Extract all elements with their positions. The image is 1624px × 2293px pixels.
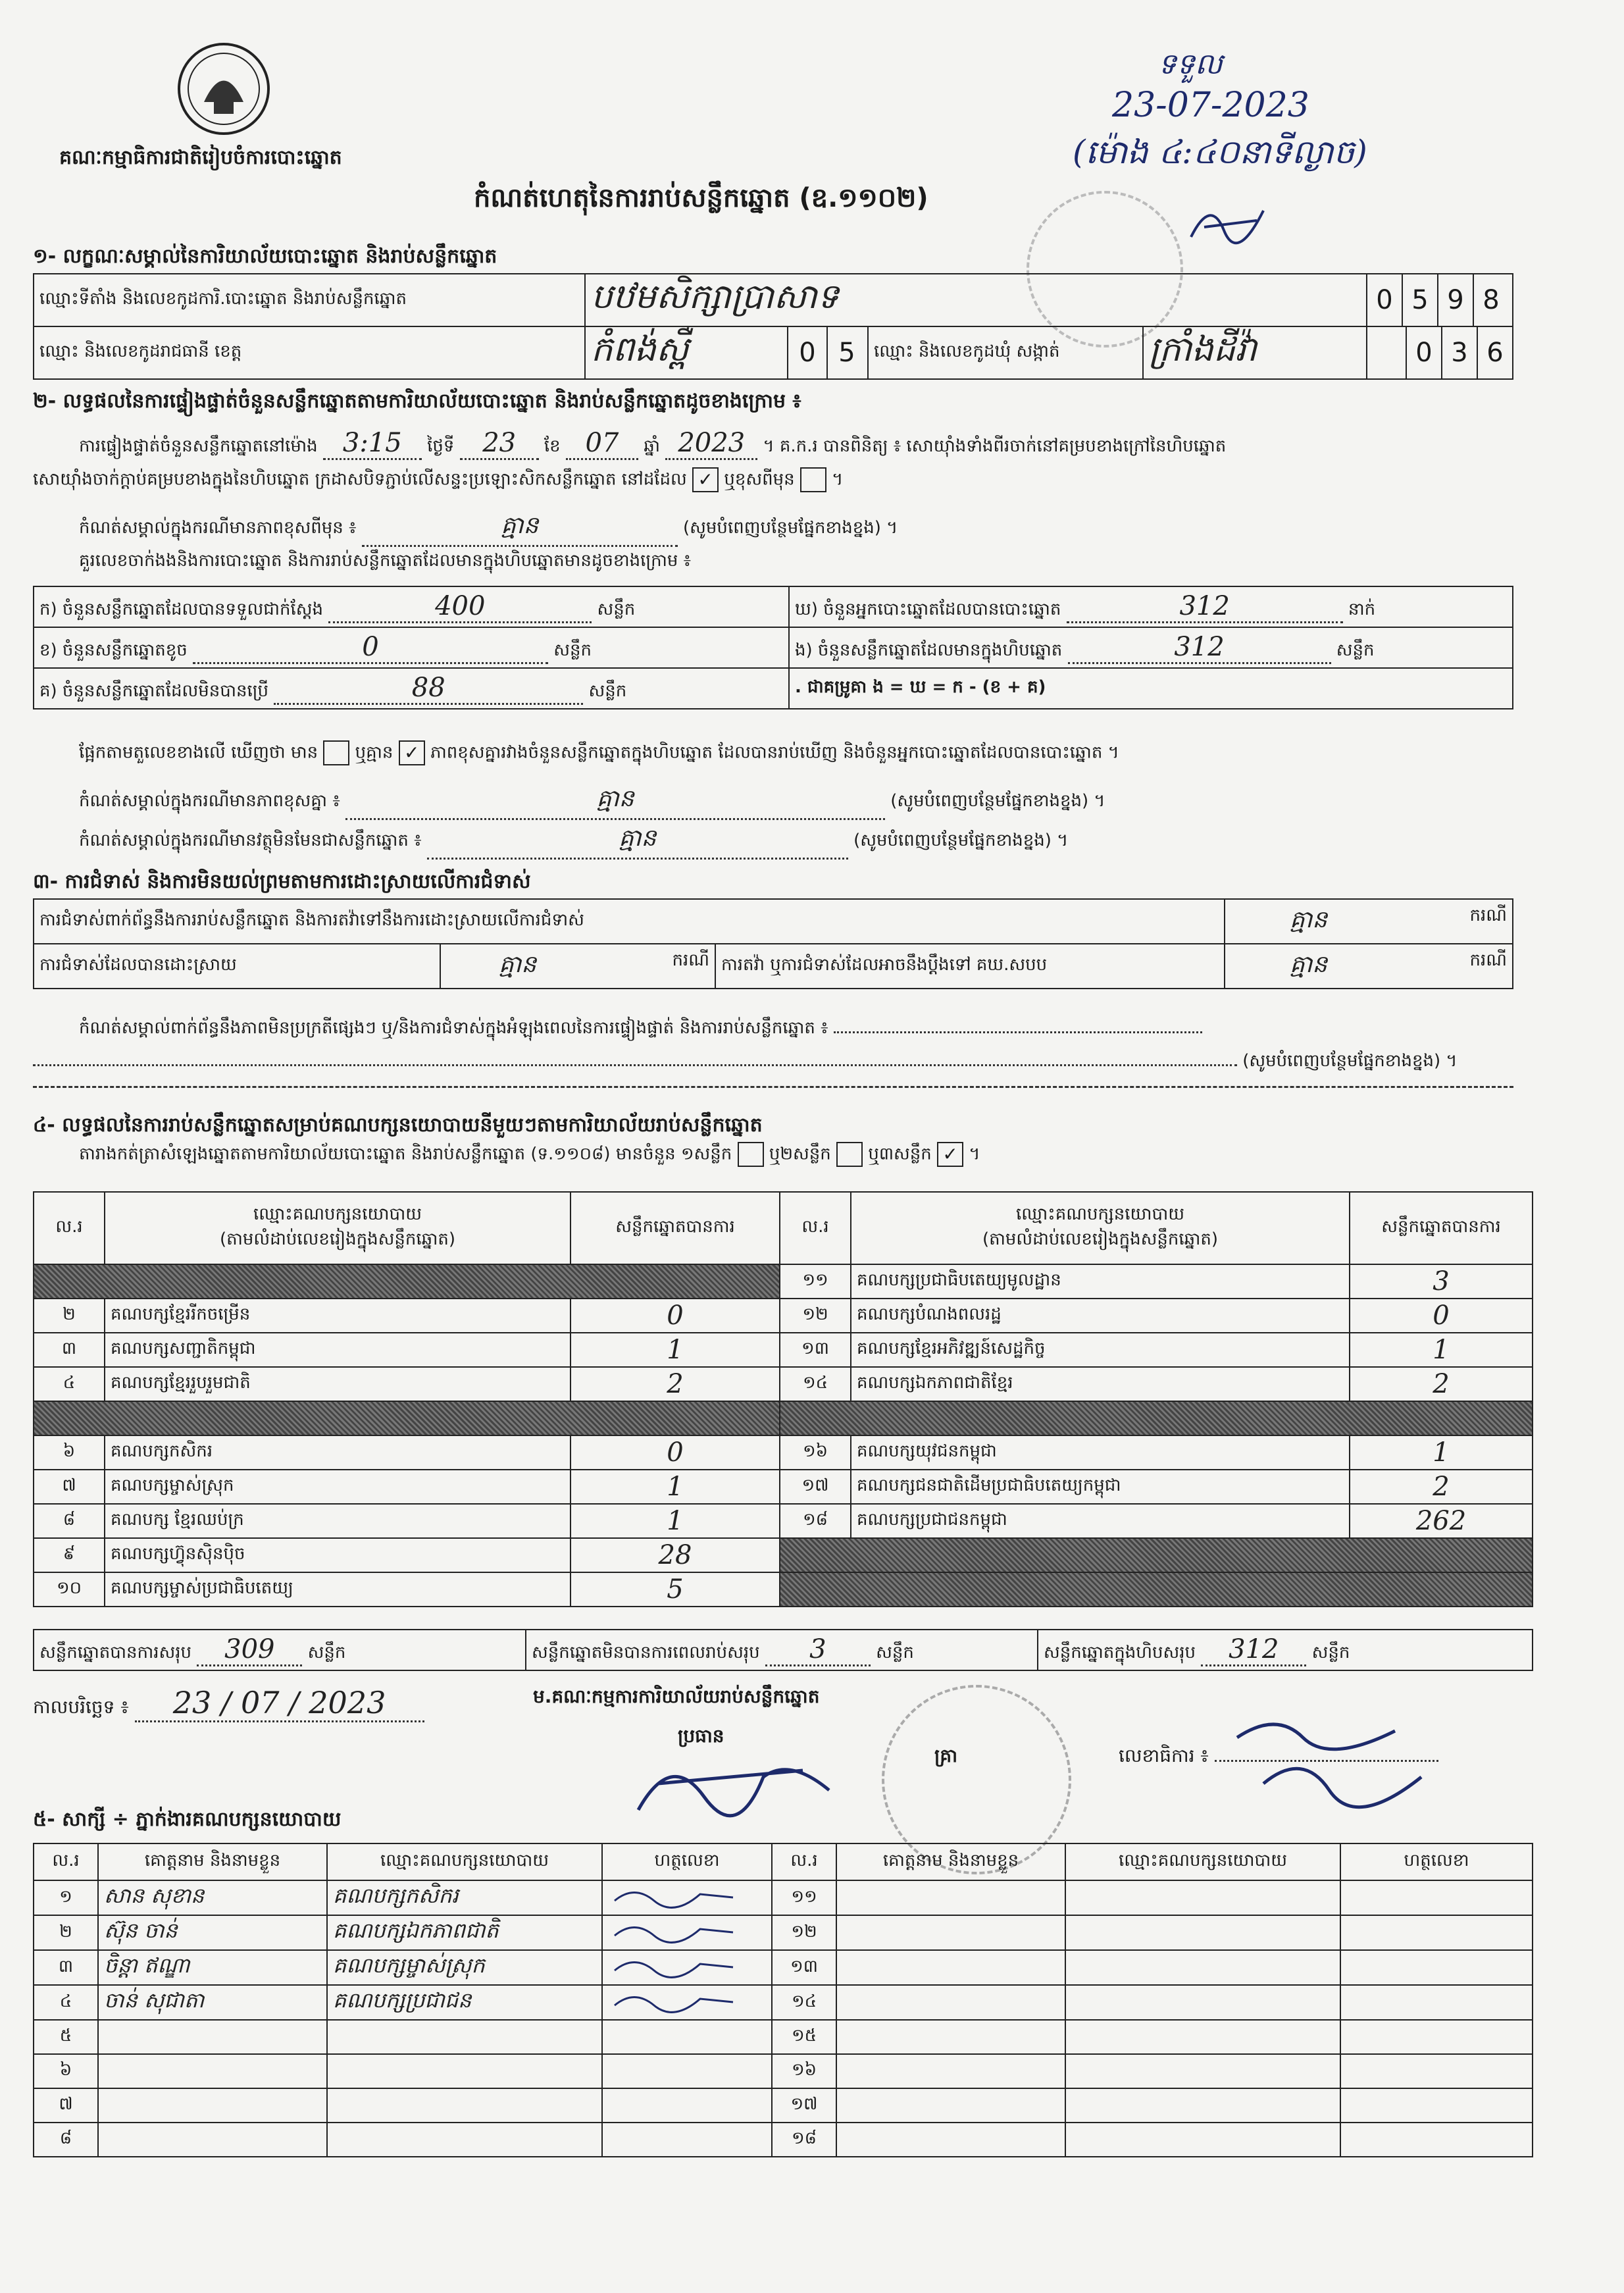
section3-title: ៣- ការជំទាស់ និងការមិនយល់ព្រមតាមការដោះស្រាយលើការជំទាស់	[33, 870, 531, 893]
has-diff-checkbox[interactable]	[323, 740, 349, 765]
witness-signature	[602, 1950, 772, 1985]
result-row	[34, 1367, 1533, 1401]
party-name: គណបក្សយុវជនកម្ពុជា	[851, 1435, 1350, 1470]
party-number: ៧	[34, 1470, 105, 1504]
changed-label: ឬខុសពីមុន	[724, 469, 795, 490]
witness-row	[34, 1985, 1533, 2020]
witness-signature	[1340, 2054, 1533, 2088]
member-label: គ្រា	[934, 1745, 957, 1766]
objection-table: ការជំទាស់ពាក់ព័ន្ធនឹងការរាប់សន្លឹកឆ្នោត និងការតវ៉ាទៅនឹងការដោះស្រាយលើការជំទាស់ គ្មាន ករណី ការជំទាស់ដែលបានដោះស្រាយ គ្មាន ករណី ការតវ៉ា ឬការជំទាស់ដែលអាចនឹងប្ដឹងទៅ គឃ.សបប គ្មាន ករណី	[33, 898, 1513, 989]
section5-title: ៥- សាក្សី ÷ ភ្នាក់ងារគណបក្សនយោបាយ	[33, 1808, 342, 1831]
diff-note-value: គ្មាន	[362, 510, 678, 547]
witness-signature	[602, 2020, 772, 2054]
seal-line: សោយ៉ាំងចាក់ក្ដាប់គម្របខាងក្នុងនៃហិបឆ្នោត ក្រដាសបិទភ្ជាប់លើសន្ទះប្រឡោះសិកសន្លឹកឆ្នោត នៅដដែល ✓ ឬខុសពីមុន ។	[33, 467, 843, 494]
witness-party	[1065, 1985, 1340, 2020]
party-votes: 1	[571, 1504, 780, 1538]
party-number: ១៣	[780, 1333, 851, 1367]
witness-name	[98, 2054, 327, 2088]
day-label: ថ្ងៃទី	[427, 436, 455, 456]
party-name: គណបក្សប្រជាជនកម្ពុជា	[851, 1504, 1350, 1538]
result-row	[34, 1538, 1533, 1572]
witness-signature	[1340, 1950, 1533, 1985]
witness-party: គណបក្សឯកភាពជាតិ	[327, 1915, 602, 1950]
witness-name	[836, 1950, 1065, 1985]
form-title: កំណត់ហេតុនៃការរាប់សន្លឹកឆ្នោត (ឧ.១១០២)	[474, 183, 928, 213]
witness-name: ស៊ុន ចាន់	[98, 1915, 327, 1950]
witness-name: ចិន្ដា ឥណ្ឌា	[98, 1950, 327, 1985]
witness-party: គណបក្សប្រជាជន	[327, 1985, 602, 2020]
count-intro: គួរលេខចាក់ងងនិងការបោះឆ្នោត និងការរាប់សន្លឹកឆ្នោតដែលមានក្នុងហិបឆ្នោតមានដូចខាងក្រោម ៖	[79, 551, 692, 571]
party-name: គណបក្ស ខ្មែរឈប់ក្រ	[105, 1504, 571, 1538]
seal-text: សោយ៉ាំងចាក់ក្ដាប់គម្របខាងក្នុងនៃហិបឆ្នោត ក្រដាសបិទភ្ជាប់លើសន្ទះប្រឡោះសិកសន្លឹកឆ្នោត នៅដដែល	[33, 469, 687, 490]
shaded-row	[780, 1401, 1533, 1435]
party-number: ៦	[34, 1435, 105, 1470]
changed-checkbox[interactable]	[800, 467, 826, 492]
count-b: ខ) ចំនួនសន្លឹកឆ្នោតខូច 0 សន្លឹក	[34, 627, 789, 668]
party-votes: 5	[571, 1572, 780, 1607]
witness-number: ៨	[34, 2123, 98, 2157]
diff-note-suffix: (សូមបំពេញបន្ថែមផ្នែកខាងខ្នង) ។	[683, 518, 898, 538]
count-e-value: 312	[1068, 632, 1331, 664]
count-c-value: 88	[274, 673, 583, 705]
party-name: គណបក្សប្រជាធិបតេយ្យមូលដ្ឋាន	[851, 1264, 1350, 1299]
station-code	[1367, 274, 1513, 326]
resolved-label: ការជំទាស់ដែលបានដោះស្រាយ	[34, 944, 440, 989]
count-a-value: 400	[328, 591, 592, 623]
total-box-value: 312	[1201, 1634, 1306, 1666]
col-party: ឈ្មោះគណបក្សនយោបាយ (តាមលំដាប់លេខរៀងក្នុងសន្លឹកឆ្នោត)	[105, 1192, 571, 1264]
code-digit: 0	[788, 327, 828, 378]
party-name: គណបក្សខ្មែររួបរួមជាតិ	[105, 1367, 571, 1401]
note2-line: កំណត់សម្គាល់ក្នុងករណីមានវត្ថុមិនមែនជាសន្លឹកឆ្នោត ៖ គ្មាន (សូមបំពេញបន្ថែមផ្នែកខាងខ្នង) ។	[79, 823, 1068, 860]
witness-number: ២	[34, 1915, 98, 1950]
party-votes: 0	[1350, 1299, 1533, 1333]
party-name: គណបក្សខ្មែររីកចម្រើន	[105, 1299, 571, 1333]
witness-number: ១៨	[772, 2123, 836, 2157]
discrepancy-line: ផ្អែកតាមតួលេខខាងលើ ឃើញថា មាន ឬគ្មាន ✓ ភាពខុសគ្នារវាងចំនួនសន្លឹកឆ្នោតក្នុងហិបឆ្នោត ដែលបានរាប់ឃើញ និងចំនួនអ្នកបោះឆ្នោតដែលបានបោះឆ្នោត ។	[79, 740, 1119, 767]
witness-signature	[602, 2123, 772, 2157]
diff-note-line	[79, 510, 898, 547]
witness-table: ល.រ គោត្តនាម និងនាមខ្លួន ឈ្មោះគណបក្សនយោបាយ ហត្ថលេខា ល.រ គោត្តនាម និងនាមខ្លួន ឈ្មោះគណបក្សនយោបាយ ហត្ថលេខា ១ សាន សុខាន គណបក្សកសិករ ១១ ២ ស៊ុន ចាន់ គណបក្សឯកភាពជាតិ ១២ ៣ ចិន្ដា ឥណ្ឌា គណបក្សម្ចាស់ស្រុក ១៣ ៤ ចាន់ សុជាតា គណបក្សប្រជាជន ១៤ ៥ ១៥ ៦ ១៦ ៧ ១៧ ៨ ១៨	[33, 1843, 1533, 2157]
witness-name	[836, 1915, 1065, 1950]
party-name: គណបក្សម្ចាស់ស្រុក	[105, 1470, 571, 1504]
witness-name	[98, 2088, 327, 2123]
witness-body	[34, 1880, 1533, 2157]
col-votes: សន្លឹកឆ្នោតបានការ	[571, 1192, 780, 1264]
party-number: ១២	[780, 1299, 851, 1333]
party-number: ១៦	[780, 1435, 851, 1470]
witness-name	[836, 2054, 1065, 2088]
party-name: គណបក្សឯកភាពជាតិខ្មែរ	[851, 1367, 1350, 1401]
party-votes: 3	[1350, 1264, 1533, 1299]
result-row	[34, 1470, 1533, 1504]
results-body	[34, 1264, 1533, 1607]
party-name: គណបក្សខ្មែរអភិវឌ្ឍន៍សេដ្ឋកិច្ច	[851, 1333, 1350, 1367]
witness-signature	[1340, 2020, 1533, 2054]
witness-row	[34, 2020, 1533, 2054]
commune-label: ឈ្មោះ និងលេខកូដឃុំ សង្កាត់	[868, 326, 1143, 379]
witness-number: ១៧	[772, 2088, 836, 2123]
witness-party	[1065, 2088, 1340, 2123]
witness-signature	[1340, 1985, 1533, 2020]
witness-number: ១៥	[772, 2020, 836, 2054]
witness-name	[836, 1985, 1065, 2020]
witness-party	[1065, 2054, 1340, 2088]
witness-row	[34, 2123, 1533, 2157]
col-party-right: ឈ្មោះគណបក្សនយោបាយ (តាមលំដាប់លេខរៀងក្នុងសន្លឹកឆ្នោត)	[851, 1192, 1350, 1264]
witness-row	[34, 1880, 1533, 1915]
section1-title: ១- លក្ខណៈសម្គាល់នៃការិយាល័យបោះឆ្នោត និងរាប់សន្លឹកឆ្នោត	[33, 245, 497, 268]
col-votes-right: សន្លឹកឆ្នោតបានការ	[1350, 1192, 1533, 1264]
no-diff-checkbox[interactable]: ✓	[399, 740, 425, 765]
verification-text: ។ គ.ក.រ បានពិនិត្យ ៖ សោយ៉ាំងទាំងពីរចាក់នៅគម្របខាងក្រៅនៃហិបឆ្នោត	[763, 436, 1227, 456]
witness-party	[327, 2020, 602, 2054]
total-valid: សន្លឹកឆ្នោតបានការសរុប 309 សន្លឹក	[34, 1630, 526, 1670]
sheet3-checkbox[interactable]: ✓	[937, 1142, 963, 1167]
secretary-signature	[1224, 1711, 1434, 1821]
note1-line: កំណត់សម្គាល់ក្នុងករណីមានភាពខុសគ្នា ៖ គ្មាន (សូមបំពេញបន្ថែមផ្នែកខាងខ្នង) ។	[79, 783, 1105, 820]
party-votes: 1	[571, 1470, 780, 1504]
witness-number: ៤	[34, 1985, 98, 2020]
verification-day: 23	[460, 428, 539, 460]
count-c: គ) ចំនួនសន្លឹកឆ្នោតដែលមិនបានប្រើ 88 សន្លឹក	[34, 668, 789, 709]
party-number: ១០	[34, 1572, 105, 1607]
received-date: 23-07-2023	[1112, 86, 1309, 125]
witness-party	[1065, 1880, 1340, 1915]
commune-name: ក្រាំងដីវ៉ា	[1143, 326, 1367, 379]
org-emblem	[174, 39, 273, 138]
count-d: ឃ) ចំនួនអ្នកបោះឆ្នោតដែលបានបោះឆ្នោត 312 នាក់	[789, 586, 1513, 627]
section1-table	[33, 273, 1513, 380]
witness-name	[836, 2020, 1065, 2054]
result-row	[34, 1299, 1533, 1333]
witness-party	[327, 2123, 602, 2157]
objection-value: គ្មាន	[1290, 906, 1328, 933]
witness-party	[1065, 1950, 1340, 1985]
witness-number: ១២	[772, 1915, 836, 1950]
polling-station-label: ឈ្មោះទីតាំង និងលេខកូដការិ.បោះឆ្នោត និងរាប់សន្លឹកឆ្នោត	[34, 274, 585, 326]
party-votes: 1	[1350, 1435, 1533, 1470]
witness-number: ៣	[34, 1950, 98, 1985]
result-row	[34, 1435, 1533, 1470]
total-valid-value: 309	[197, 1634, 302, 1666]
party-number: ១៨	[780, 1504, 851, 1538]
witness-number: ១៦	[772, 2054, 836, 2088]
shaded-row	[34, 1401, 780, 1435]
witness-signature	[602, 2088, 772, 2123]
witness-party	[1065, 1915, 1340, 1950]
witness-signature	[602, 1985, 772, 2020]
result-row	[34, 1401, 1533, 1435]
result-row	[34, 1264, 1533, 1299]
date-line: កាលបរិច្ឆេទ ៖ 23 / 07 / 2023	[33, 1685, 424, 1722]
note2-value: គ្មាន	[427, 823, 848, 860]
total-in-box: សន្លឹកឆ្នោតក្នុងហិបសរុប 312 សន្លឹក	[1038, 1630, 1533, 1670]
code-digit: 8	[1483, 285, 1500, 315]
section2-title: ២- លទ្ធផលនៃការផ្ទៀងផ្ទាត់ចំនួនសន្លឹកឆ្នោតតាមការិយាល័យបោះឆ្នោត និងរាប់សន្លឹកឆ្នោតដូចខាងក្រោម ៖	[33, 390, 801, 413]
witness-number: ៧	[34, 2088, 98, 2123]
witness-name	[98, 2020, 327, 2054]
appeal-value: គ្មាន	[1290, 950, 1328, 978]
results-table	[33, 1191, 1533, 1607]
party-name: គណបក្សហ៊្វុនស៊ិនប៉ិច	[105, 1538, 571, 1572]
witness-signature	[602, 2054, 772, 2088]
witness-name: សាន សុខាន	[98, 1880, 327, 1915]
polling-station-name: បឋមសិក្សាប្រាសាទ	[585, 274, 1367, 326]
code-digit: 5	[838, 338, 855, 368]
month-label: ខែ	[544, 436, 561, 456]
total-invalid-value: 3	[765, 1634, 871, 1666]
count-table	[33, 586, 1513, 709]
party-votes: 0	[571, 1299, 780, 1333]
party-votes: 2	[1350, 1367, 1533, 1401]
witness-row	[34, 1915, 1533, 1950]
witness-signature	[1340, 1880, 1533, 1915]
party-name: គណបក្សជនជាតិដើមប្រជាធិបតេយ្យកម្ពុជា	[851, 1470, 1350, 1504]
witness-number: ១១	[772, 1880, 836, 1915]
total-invalid: សន្លឹកឆ្នោតមិនបានការពេលរាប់សរុប 3 សន្លឹក	[526, 1630, 1038, 1670]
commune-code	[1367, 326, 1513, 379]
witness-number: ១៤	[772, 1985, 836, 2020]
province-code	[788, 326, 868, 379]
party-votes: 2	[571, 1367, 780, 1401]
witness-row	[34, 1950, 1533, 1985]
shaded-row	[780, 1572, 1533, 1607]
witness-number: ៥	[34, 2020, 98, 2054]
shaded-row	[34, 1264, 780, 1299]
verification-time: 3:15	[323, 428, 422, 460]
witness-party	[1065, 2123, 1340, 2157]
diff-note-label: កំណត់សម្គាល់ក្នុងករណីមានភាពខុសពីមុន ៖	[79, 518, 357, 538]
code-digit: 6	[1486, 338, 1504, 368]
party-number: ៩	[34, 1538, 105, 1572]
code-digit: 0	[1367, 274, 1403, 326]
objection-label: ការជំទាស់ពាក់ព័ន្ធនឹងការរាប់សន្លឹកឆ្នោត និងការតវ៉ាទៅនឹងការដោះស្រាយលើការជំទាស់	[34, 899, 1225, 944]
count-d-value: 312	[1067, 591, 1343, 623]
party-votes: 1	[571, 1333, 780, 1367]
province-name: កំពង់ស្ពឺ	[585, 326, 788, 379]
code-digit: 5	[1403, 274, 1438, 326]
chair-label: ប្រធាន	[678, 1725, 724, 1747]
received-label: ទទួល	[1158, 47, 1223, 81]
code-digit: 0	[1406, 327, 1442, 378]
year-label: ឆ្នាំ	[644, 436, 660, 456]
witness-signature	[1340, 2088, 1533, 2123]
witness-name: ចាន់ សុជាតា	[98, 1985, 327, 2020]
count-a: ក) ចំនួនសន្លឹកឆ្នោតដែលបានទទួលជាក់ស្ដែង 400 សន្លឹក	[34, 586, 789, 627]
party-number: ៨	[34, 1504, 105, 1538]
witness-name	[836, 2088, 1065, 2123]
witness-number: ៦	[34, 2054, 98, 2088]
witness-name	[836, 1880, 1065, 1915]
party-number: ៤	[34, 1367, 105, 1401]
committee-title: ម.គណៈកម្មការការិយាល័យរាប់សន្លឹកឆ្នោត	[533, 1686, 820, 1707]
witness-name	[836, 2123, 1065, 2157]
received-time: (ម៉ោង ៤:៤០នាទីល្ងាច)	[1073, 133, 1367, 171]
shaded-row	[780, 1538, 1533, 1572]
witness-signature	[1340, 2123, 1533, 2157]
party-votes: 0	[571, 1435, 780, 1470]
party-name: គណបក្សបំណងពលរដ្ឋ	[851, 1299, 1350, 1333]
irregularity-note: កំណត់សម្គាល់ពាក់ព័ន្ធនឹងភាពមិនប្រក្រតីផ្សេងៗ ឬ/និងការជំទាស់ក្នុងអំឡុងពេលនៃការផ្ទៀងផ្ទាត់ និងការរាប់សន្លឹកឆ្នោត ៖	[79, 1017, 1202, 1042]
col-no: ល.រ	[34, 1192, 105, 1264]
result-row	[34, 1504, 1533, 1538]
witness-row	[34, 2054, 1533, 2088]
irregularity-note-2: (សូមបំពេញបន្ថែមផ្នែកខាងខ្នង) ។	[33, 1050, 1458, 1075]
count-b-value: 0	[193, 632, 548, 664]
chair-signature	[632, 1738, 842, 1834]
result-row	[34, 1333, 1533, 1367]
totals-table	[33, 1629, 1533, 1671]
verification-month: 07	[566, 428, 638, 460]
witness-signature	[602, 1915, 772, 1950]
signature-mark	[1184, 197, 1283, 255]
party-name: គណបក្សកសិករ	[105, 1435, 571, 1470]
party-number: ២	[34, 1299, 105, 1333]
witness-party	[1065, 2020, 1340, 2054]
party-number: ១៧	[780, 1470, 851, 1504]
sheet2-checkbox[interactable]	[836, 1142, 863, 1167]
sheet-count-line: តារាងកត់ត្រាសំឡេងឆ្នោតតាមការិយាល័យបោះឆ្នោត និងរាប់សន្លឹកឆ្នោត (ទ.១១០៨) មានចំនួន ១សន្លឹក ឬ២សន្លឹក ឬ៣សន្លឹក ✓ ។	[79, 1142, 980, 1168]
party-name: គណបក្សម្ចាស់ប្រជាធិបតេយ្យ	[105, 1572, 571, 1607]
witness-number: ១៣	[772, 1950, 836, 1985]
witness-party: គណបក្សកសិករ	[327, 1880, 602, 1915]
col-no-right: ល.រ	[780, 1192, 851, 1264]
secretary-label: លេខាធិការ ៖	[1119, 1744, 1438, 1771]
appeal-label: ការតវ៉ា ឬការជំទាស់ដែលអាចនឹងប្ដឹងទៅ គឃ.សបប	[715, 944, 1225, 989]
party-votes: 2	[1350, 1470, 1533, 1504]
code-digit: 9	[1438, 274, 1474, 326]
count-e: ង) ចំនួនសន្លឹកឆ្នោតដែលមានក្នុងហិបឆ្នោត 312 សន្លឹក	[789, 627, 1513, 668]
witness-number: ១	[34, 1880, 98, 1915]
witness-signature	[602, 1880, 772, 1915]
witness-party: គណបក្សម្ចាស់ស្រុក	[327, 1950, 602, 1985]
party-number: ១១	[780, 1264, 851, 1299]
witness-party	[327, 2088, 602, 2123]
witness-signature	[1340, 1915, 1533, 1950]
org-name: គណៈកម្មាធិការជាតិរៀបចំការបោះឆ្នោត	[59, 146, 342, 169]
witness-row	[34, 2088, 1533, 2123]
province-label: ឈ្មោះ និងលេខកូដរាជធានី ខេត្ត	[34, 326, 585, 379]
party-votes: 28	[571, 1538, 780, 1572]
intact-checkbox[interactable]: ✓	[692, 467, 719, 492]
witness-name	[98, 2123, 327, 2157]
resolved-value: គ្មាន	[499, 950, 537, 978]
party-votes: 1	[1350, 1333, 1533, 1367]
section4-title: ៤- លទ្ធផលនៃការរាប់សន្លឹកឆ្នោតសម្រាប់គណបក្សនយោបាយនីមួយៗតាមការិយាល័យរាប់សន្លឹកឆ្នោត	[33, 1114, 763, 1137]
party-number: ៣	[34, 1333, 105, 1367]
result-row	[34, 1572, 1533, 1607]
party-votes: 262	[1350, 1504, 1533, 1538]
note1-value: គ្មាន	[345, 783, 885, 820]
witness-party	[327, 2054, 602, 2088]
verification-line	[79, 428, 1226, 460]
verification-time-label: ការផ្ទៀងផ្ទាត់ចំនួនសន្លឹកឆ្នោតនៅម៉ោង	[79, 436, 318, 456]
party-name: គណបក្សសញ្ជាតិកម្ពុជា	[105, 1333, 571, 1367]
count-formula: . ជាគម្រូគា ង = ឃ = ក - (ខ + គ)	[789, 668, 1513, 709]
sheet1-checkbox[interactable]	[738, 1142, 764, 1167]
code-digit: 3	[1442, 327, 1478, 378]
divider	[33, 1086, 1513, 1088]
date-value: 23 / 07 / 2023	[135, 1685, 424, 1722]
party-number: ១៤	[780, 1367, 851, 1401]
verification-year: 2023	[665, 428, 757, 460]
